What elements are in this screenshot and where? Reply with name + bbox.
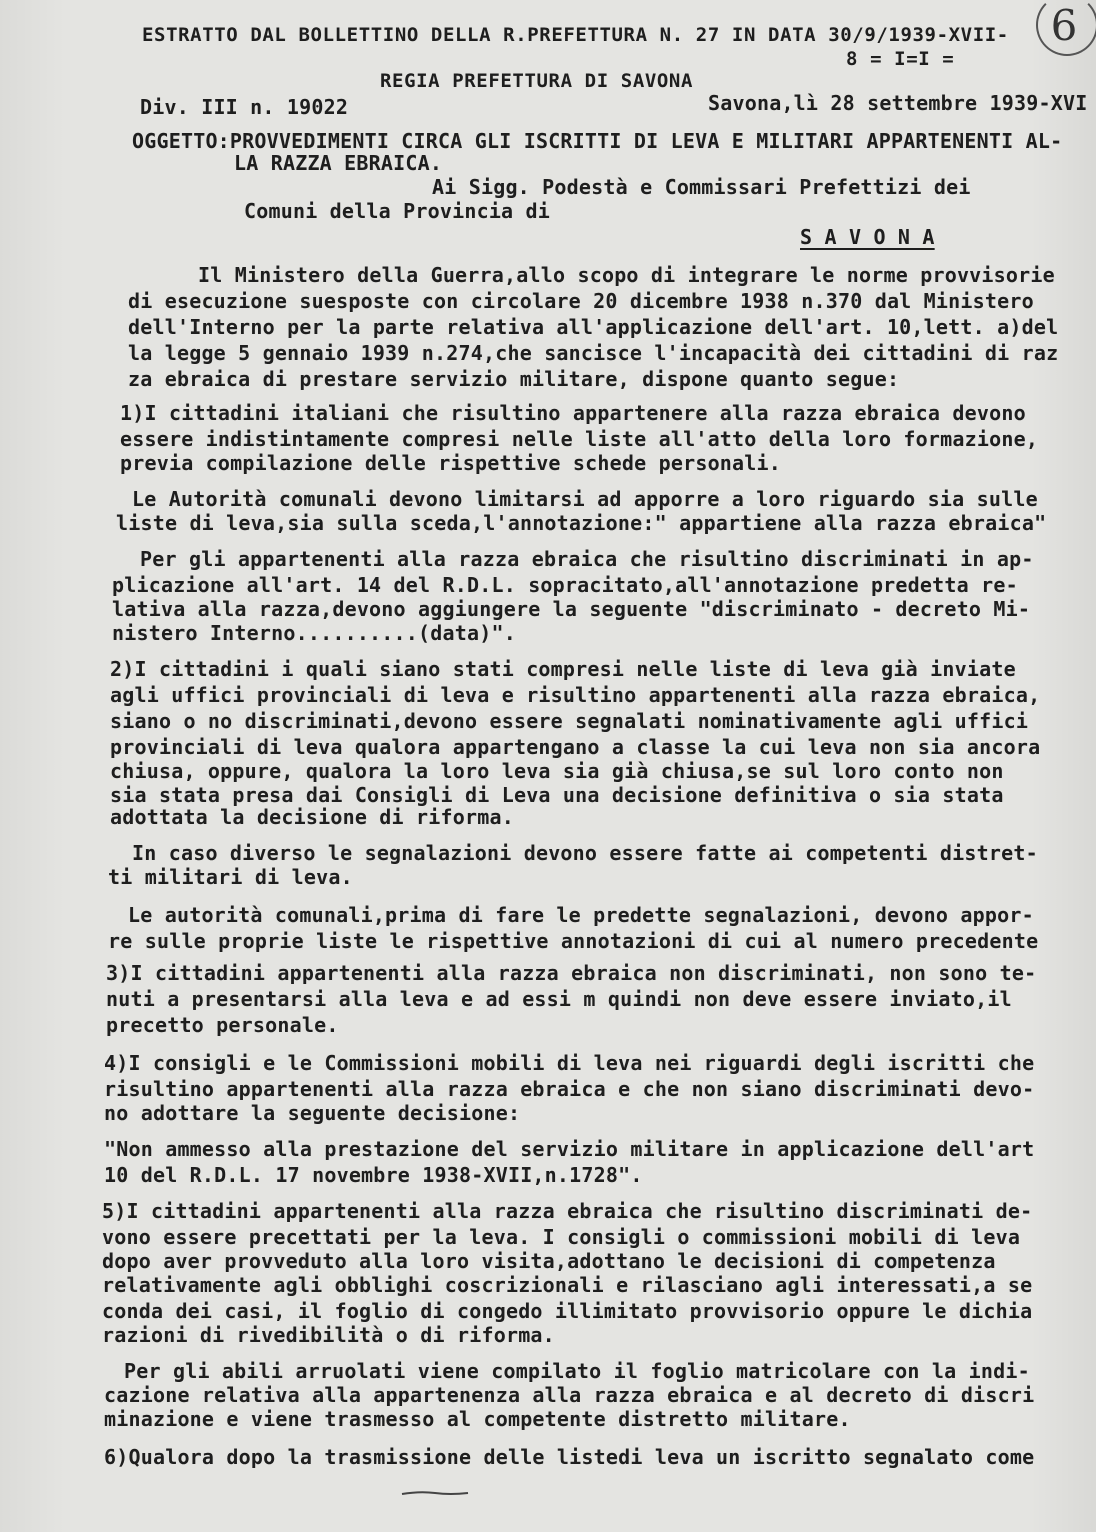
date-line: Savona,lì 28 settembre 1939-XVI [708, 91, 1088, 115]
body-line: plicazione all'art. 14 del R.D.L. sopracitato,all'annotazione predetta re- [112, 573, 1018, 597]
body-line: minazione e viene trasmesso al competente distretto militare. [104, 1407, 851, 1431]
body-line: la legge 5 gennaio 1939 n.274,che sancisce l'incapacità dei cittadini di raz [128, 341, 1059, 365]
body-line: essere indistintamente compresi nelle liste all'atto della loro formazione, [120, 427, 1039, 451]
body-line: conda dei casi, il foglio di congedo illimitato provvisorio oppure le dichia [102, 1299, 1033, 1323]
body-line: adottata la decisione di riforma. [110, 805, 514, 829]
body-line: Le Autorità comunali devono limitarsi ad apporre a loro riguardo sia sulle [132, 487, 1038, 511]
body-line: chiusa, oppure, qualora la loro leva sia già chiusa,se sul loro conto non [110, 759, 1004, 783]
body-line: liste di leva,sia sulla sceda,l'annotazione:" appartiene alla razza ebraica" [116, 511, 1047, 535]
body-line: Le autorità comunali,prima di fare le predette segnalazioni, devono appor- [128, 903, 1034, 927]
division-reference: Div. III n. 19022 [140, 95, 349, 119]
body-line: lativa alla razza,devono aggiungere la seguente "discriminato - decreto Mi- [112, 597, 1031, 621]
subject-line-1: OGGETTO:PROVVEDIMENTI CIRCA GLI ISCRITTI DI LEVA E MILITARI APPARTENENTI AL- [132, 129, 1063, 153]
body-line: vono essere precettati per la leva. I consigli o commissioni mobili di leva [102, 1225, 1021, 1249]
body-line: siano o no discriminati,devono essere segnalati nominativamente agli uffici [110, 709, 1029, 733]
body-line: no adottare la seguente decisione: [104, 1101, 521, 1125]
subject-line-2: LA RAZZA EBRAICA. [234, 151, 443, 175]
body-line: 5)I cittadini appartenenti alla razza ebraica che risultino discriminati de- [102, 1199, 1033, 1223]
body-line: Per gli abili arruolati viene compilato il foglio matricolare con la indi- [124, 1359, 1030, 1383]
body-line: nuti a presentarsi alla leva e ad essi m quindi non deve essere inviato,il [106, 987, 1012, 1011]
body-line: cazione relativa alla appartenenza alla razza ebraica e al decreto di discri [104, 1383, 1035, 1407]
bulletin-header-line-2: 8 = I=I = [846, 48, 955, 70]
body-line: Il Ministero della Guerra,allo scopo di integrare le norme provvisorie [198, 263, 1055, 287]
body-line: risultino appartenenti alla razza ebraica e che non siano discriminati devo- [104, 1077, 1035, 1101]
body-line: di esecuzione suesposte con circolare 20 dicembre 1938 n.370 dal Ministero [128, 289, 1034, 313]
body-line: nistero Interno..........(data)". [112, 621, 516, 645]
body-line: 3)I cittadini appartenenti alla razza ebraica non discriminati, non sono te- [106, 961, 1037, 985]
body-line: 1)I cittadini italiani che risultino appartenere alla razza ebraica devono [120, 401, 1026, 425]
body-line: razioni di rivedibilità o di riforma. [102, 1323, 555, 1347]
body-line: Per gli appartenenti alla razza ebraica che risultino discriminati in ap- [140, 547, 1034, 571]
body-line: precetto personale. [106, 1013, 339, 1037]
body-line: re sulle proprie liste le rispettive annotazioni di cui al numero precedente [108, 929, 1039, 953]
body-line: dell'Interno per la parte relativa all'applicazione dell'art. 10,lett. a)del [128, 315, 1059, 339]
body-line: In caso diverso le segnalazioni devono essere fatte ai competenti distret- [132, 841, 1038, 865]
body-line: "Non ammesso alla prestazione del servizio militare in applicazione dell'art [104, 1137, 1035, 1161]
pen-stroke-mark [400, 1490, 470, 1496]
body-line: ti militari di leva. [108, 865, 353, 889]
addressee-line-2: Comuni della Provincia di [244, 199, 551, 223]
body-line: 6)Qualora dopo la trasmissione delle listedi leva un iscritto segnalato come [104, 1445, 1035, 1469]
body-line: agli uffici provinciali di leva e risultino appartenenti alla razza ebraica, [110, 683, 1041, 707]
body-line: provinciali di leva qualora appartengano a classe la cui leva non sia ancora [110, 735, 1041, 759]
bulletin-header-line-1: ESTRATTO DAL BOLLETTINO DELLA R.PREFETTURA N. 27 IN DATA 30/9/1939-XVII- [142, 24, 1009, 46]
addressee-line-1: Ai Sigg. Podestà e Commissari Prefettizi dei [432, 175, 971, 199]
body-line: 10 del R.D.L. 17 novembre 1938-XVII,n.1728". [104, 1163, 643, 1187]
prefettura-title: REGIA PREFETTURA DI SAVONA [380, 70, 694, 92]
body-line: sia stata presa dai Consigli di Leva una decisione definitiva o sia stata [110, 783, 1004, 807]
body-line: previa compilazione delle rispettive schede personali. [120, 451, 782, 475]
body-line: relativamente agli obblighi coscrizionali e rilasciano agli interessati,a se [102, 1273, 1033, 1297]
body-line: 4)I consigli e le Commissioni mobili di leva nei riguardi degli iscritti che [104, 1051, 1035, 1075]
body-line: za ebraica di prestare servizio militare, dispone quanto segue: [128, 367, 900, 391]
body-line: dopo aver provveduto alla loro visita,adottano le decisioni di competenza [102, 1249, 996, 1273]
page-number: 6 [1040, 0, 1088, 52]
addressee-city: S A V O N A [800, 225, 935, 249]
body-line: 2)I cittadini i quali siano stati compresi nelle liste di leva già inviate [110, 657, 1016, 681]
